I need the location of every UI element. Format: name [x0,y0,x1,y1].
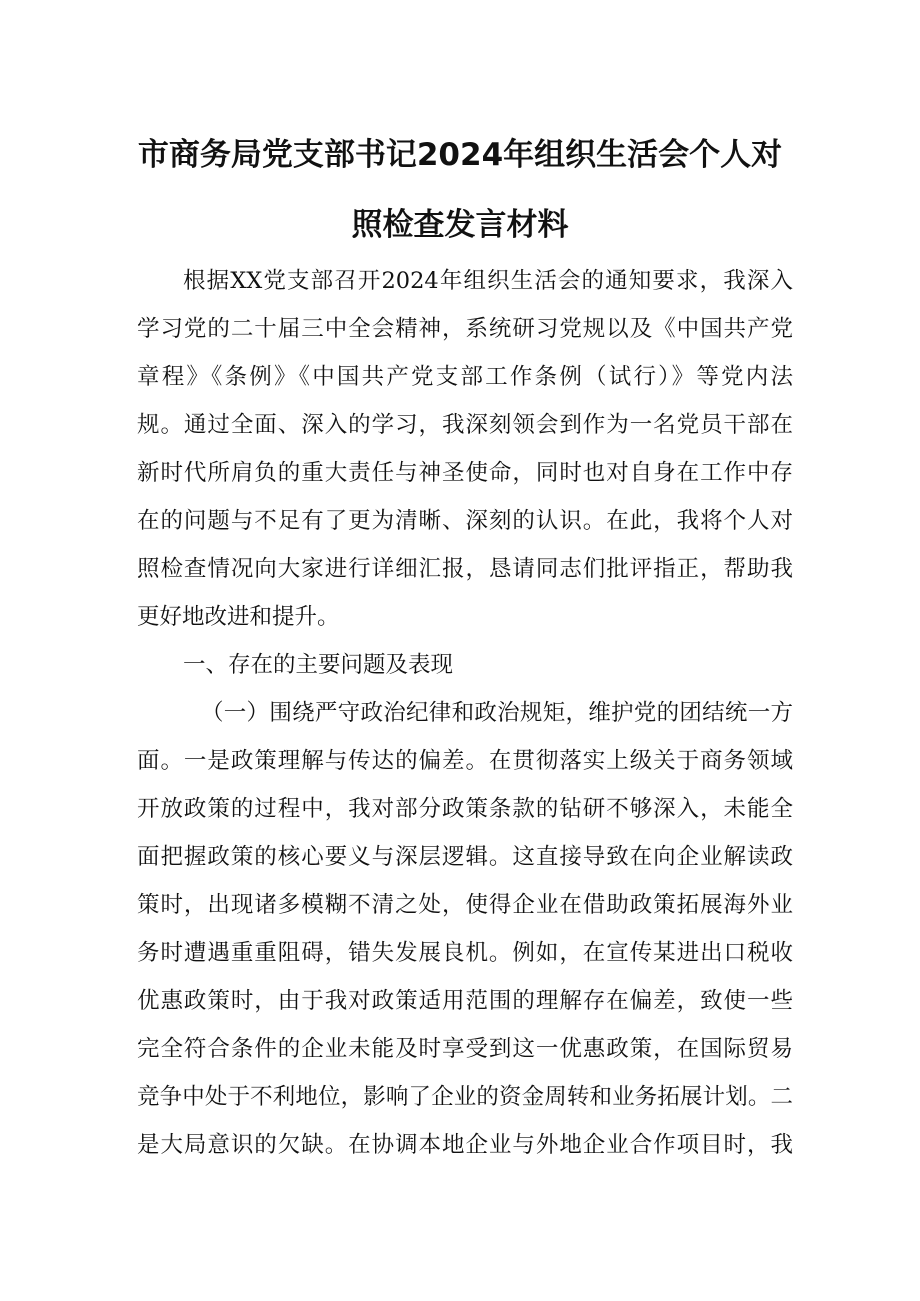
body-line: 完全符合条件的企业未能及时享受到这一优惠政策，在国际贸易 [137,1036,793,1062]
body-line: 务时遭遇重重阻碍，错失发展良机。例如，在宣传某进出口税收 [137,940,793,966]
body-line: 竞争中处于不利地位，影响了企业的资金周转和业务拓展计划。二 [137,1084,793,1110]
body-line: 照检查情况向大家进行详细汇报，恳请同志们批评指正，帮助我 [137,556,793,582]
subsection-heading: （一）围绕严守政治纪律和政治规矩，维护党的团结统一方 [201,700,793,726]
section-heading: 一、存在的主要问题及表现 [183,652,454,678]
body-line: 章程》《条例》《中国共产党支部工作条例（试行）》等党内法 [137,364,793,390]
body-line: 在的问题与不足有了更为清晰、深刻的认识。在此，我将个人对 [137,508,793,534]
body-line: 是大局意识的欠缺。在协调本地企业与外地企业合作项目时，我 [137,1132,793,1158]
document-body [137,264,793,1176]
body-line: 面把握政策的核心要义与深层逻辑。这直接导致在向企业解读政 [137,844,793,870]
body-line: 学习党的二十届三中全会精神，系统研习党规以及《中国共产党 [137,316,793,342]
body-line: 优惠政策时，由于我对政策适用范围的理解存在偏差，致使一些 [137,988,793,1014]
body-line: 面。一是政策理解与传达的偏差。在贯彻落实上级关于商务领域 [137,748,793,774]
body-line: 开放政策的过程中，我对部分政策条款的钻研不够深入，未能全 [137,796,793,822]
body-line: 策时，出现诸多模糊不清之处，使得企业在借助政策拓展海外业 [137,892,793,918]
body-line: 更好地改进和提升。 [137,604,340,630]
body-line: 根据XX党支部召开2024年组织生活会的通知要求，我深入 [183,268,793,294]
document-title-line-2: 照检查发言材料 [351,207,569,243]
document-title-line-1: 市商务局党支部书记2024年组织生活会个人对 [137,137,783,173]
body-line: 新时代所肩负的重大责任与神圣使命，同时也对自身在工作中存 [137,460,793,486]
body-line: 规。通过全面、深入的学习，我深刻领会到作为一名党员干部在 [137,412,793,438]
